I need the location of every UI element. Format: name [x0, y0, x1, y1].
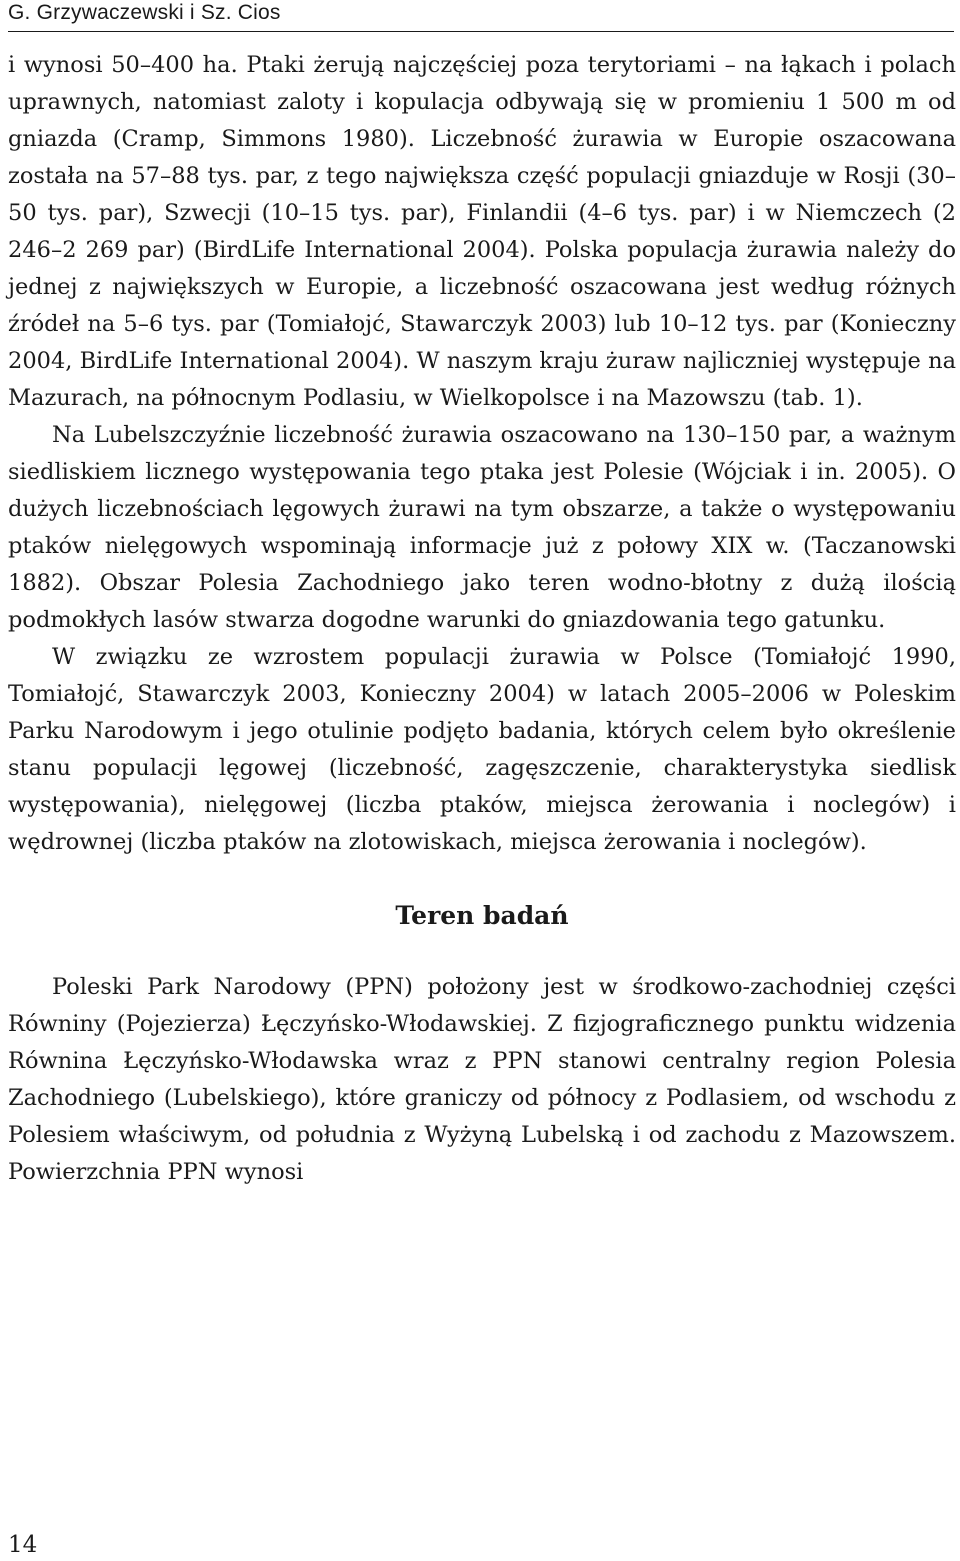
- section-heading: Teren badań: [395, 901, 569, 930]
- header-rule: [8, 31, 954, 32]
- running-head: G. Grzywaczewski i Sz. Cios: [8, 1, 281, 24]
- paragraph-1: i wynosi 50–400 ha. Ptaki żerują najczęściej poza terytoriami – na łąkach i polach uprawnych, natomiast zaloty i kopulacja odbywają się w promieniu 1 500 m od gniazda (Cramp, Simmons 1980). Liczebność żurawia w Europie oszacowana została na 57–88 tys. par, z tego największa część populacji gniazduje w Rosji (30–50 tys. par), Szwecji (10–15 tys. par), Finlandii (4–6 tys. par) i w Niemczech (2 246–2 269 par) (BirdLife International 2004). Polska populacja żurawia należy do jednej z największych w Europie, a liczebność oszacowana jest według różnych źródeł na 5–6 tys. par (Tomiałojć, Stawarczyk 2003) lub 10–12 tys. par (Konieczny 2004, BirdLife International 2004). W naszym kraju żuraw najliczniej występuje na Mazurach, na północnym Podlasiu, w Wielkopolsce i na Mazowszu (tab. 1).: [8, 52, 956, 411]
- paragraph-2: Na Lubelszczyźnie liczebność żurawia oszacowano na 130–150 par, a ważnym siedliskiem licznego występowania tego ptaka jest Polesie (Wójciak i in. 2005). O dużych liczebnościach lęgowych żurawi na tym obszarze, a także o występowaniu ptaków nielęgowych wspominają informacje już z połowy XIX w. (Taczanowski 1882). Obszar Polesia Zachodniego jako teren wodno-błotny z dużą ilością podmokłych lasów stwarza dogodne warunki do gniazdowania tego gatunku.: [8, 422, 956, 633]
- paragraph-3: W związku ze wzrostem populacji żurawia w Polsce (Tomiałojć 1990, Tomiałojć, Stawarczyk 2003, Konieczny 2004) w latach 2005–2006 w Poleskim Parku Narodowym i jego otulinie podjęto badania, których celem było określenie stanu populacji lęgowej (liczebność, zagęszczenie, charakterystyka siedlisk występowania), nielęgowej (liczba ptaków, miejsca żerowania i noclegów) i wędrownej (liczba ptaków na zlotowiskach, miejsca żerowania i noclegów).: [8, 644, 956, 855]
- page-number: 14: [8, 1532, 38, 1558]
- paragraph-4: Poleski Park Narodowy (PPN) położony jest w środkowo-zachodniej części Równiny (Pojezierza) Łęczyńsko-Włodawskiej. Z fizjograficznego punktu widzenia Równina Łęczyńsko-Włodawska wraz z PPN stanowi centralny region Polesia Zachodniego (Lubelskiego), które graniczy od północy z Podlasiem, od wschodu z Polesiem właściwym, od południa z Wyżyną Lubelską i od zachodu z Mazowszem. Powierzchnia PPN wynosi: [8, 974, 956, 1185]
- main-text: [8, 47, 956, 1191]
